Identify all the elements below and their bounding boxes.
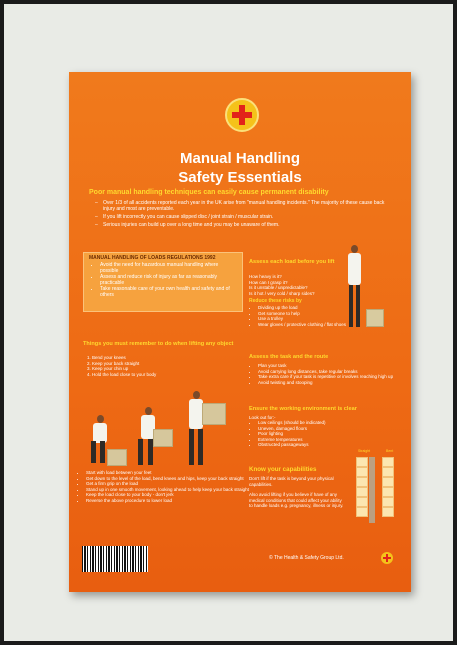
photo-background	[4, 4, 453, 641]
remember-step: 3. Keep your chin up	[92, 366, 242, 372]
assess-load-questions	[249, 274, 344, 296]
environment-item: • Poor lighting	[258, 431, 368, 437]
capabilities-heading: Know your capabilities	[249, 466, 317, 473]
regulations-item: • Take reasonable care of your own health and safety and of others	[100, 286, 237, 298]
reduce-item: • Use a trolley	[258, 316, 368, 322]
regulations-heading: MANUAL HANDLING OF LOADS REGULATIONS 1992	[89, 255, 216, 261]
assess-load-heading: Assess each load before you lift	[249, 259, 335, 265]
task-route-item: • Plan your task	[258, 363, 406, 369]
poster-title-line2: Safety Essentials	[178, 169, 302, 186]
task-route-item: • Take extra care if your task is repetitive or involves reaching high up	[258, 374, 406, 380]
remember-steps	[83, 355, 242, 377]
lifting-step: • Start with load between your feet	[86, 470, 256, 476]
environment-item: • Obstructed passageways	[258, 442, 368, 448]
poster-title-line1: Manual Handling	[180, 150, 300, 167]
environment-lead: Look out for:-	[249, 415, 276, 420]
task-route-list	[249, 363, 406, 385]
intro-item: – If you lift incorrectly you can cause slipped disc / joint strain / muscular strain.	[95, 214, 395, 220]
regulations-list	[84, 262, 242, 298]
lifting-step: • Get a firm grip on the load	[86, 481, 256, 487]
environment-item: • Uneven, damaged floors	[258, 426, 368, 432]
intro-item: – Serious injuries can build up over a long time and you may be unaware of them.	[95, 222, 395, 228]
poster-subtitle: Poor manual handling techniques can easily cause permanent disability	[89, 189, 329, 196]
lifting-step: • Keep the load close to your body - don't jerk	[86, 492, 256, 498]
first-aid-logo-icon	[381, 552, 393, 564]
first-aid-cross-icon	[225, 98, 259, 132]
question-item: Is it unstable / unpredictable?	[249, 285, 308, 291]
environment-item: • Extreme temperatures	[258, 437, 368, 443]
lifting-step: • Stand up in one smooth movement, looking ahead to help keep your back straight	[86, 487, 256, 493]
lifting-steps-list	[77, 470, 256, 504]
regulations-item: • Assess and reduce risk of injury as far as reasonably practicable	[100, 274, 237, 286]
straight-label: Straight	[358, 449, 371, 453]
load-box-illustration	[366, 309, 384, 327]
reduce-item: • Get someone to help	[258, 311, 368, 317]
environment-heading: Ensure the working environment is clear	[249, 406, 357, 412]
capabilities-text-2: Also avoid lifting if you believe if have of any medical conditions that could affect your ability to handle loads e.g. pregnancy, illness or injury.	[249, 492, 344, 509]
barcode	[82, 546, 148, 572]
remember-step: 1. Bend your knees	[92, 355, 242, 361]
lifting-sequence-illustration	[85, 389, 235, 469]
bent-label: Bent	[386, 449, 394, 453]
intro-list	[95, 200, 395, 230]
reduce-item: • Dividing up the load	[258, 305, 368, 311]
reduce-risks-heading: Reduce these risks by	[249, 298, 302, 304]
regulations-item: • Avoid the need for hazardous manual handling where possible	[100, 262, 237, 274]
question-item: How heavy is it?	[249, 274, 282, 279]
environment-list	[249, 420, 368, 448]
remember-step: 4. Hold the load close to your body	[92, 372, 242, 378]
remember-step: 2. Keep your back straight	[92, 361, 242, 367]
copyright-text: © The Health & Safety Group Ltd.	[269, 555, 344, 561]
reduce-item: • Wear gloves / protective clothing / flat shoes	[258, 322, 368, 328]
lifting-step: • Get down to the level of the load, bend knees and hips, keep your back straight	[86, 476, 256, 482]
remember-heading: Things you must remember to do when lifting any object	[83, 341, 234, 347]
question-item: How can I grasp it?	[249, 279, 288, 285]
environment-item: • Low ceilings (should be indicated)	[258, 420, 368, 426]
task-route-heading: Assess the task and the route	[249, 354, 329, 360]
task-route-item: • Avoid twisting and stooping	[258, 380, 406, 386]
lifting-step: • Reverse the above procedure to lower load	[86, 498, 256, 504]
question-item: Is it hot / very cold / sharp sides?	[249, 290, 315, 296]
safety-poster	[69, 72, 411, 592]
spine-comparison-illustration	[354, 449, 404, 525]
capabilities-text-1: Don't lift if the task is beyond your physical capabilities.	[249, 476, 334, 487]
regulations-box	[83, 252, 243, 312]
task-route-item: • Avoid carrying long distances, take regular breaks	[258, 369, 406, 375]
intro-item: – Over 1/3 of all accidents reported each year in the UK arise from "manual handling incidents." The majority of these cause back injury and most are preventable.	[95, 200, 395, 213]
